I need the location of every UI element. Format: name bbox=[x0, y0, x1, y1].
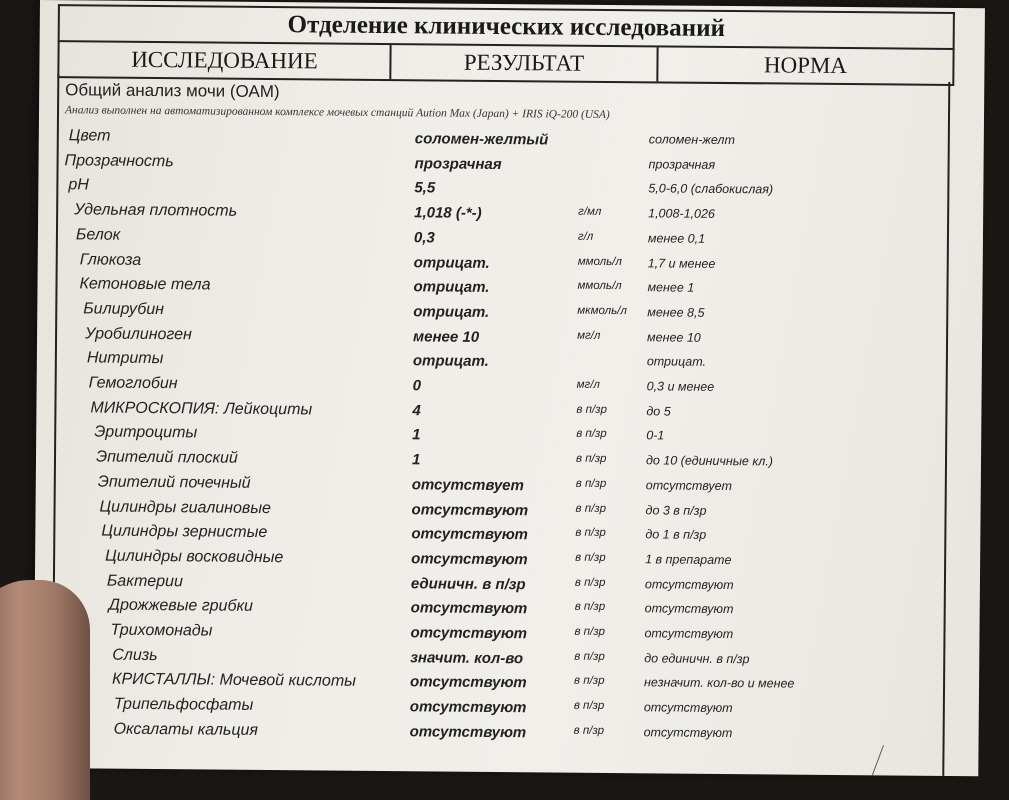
column-header-result: РЕЗУЛЬТАТ bbox=[391, 45, 658, 81]
row-norm: менее 1 bbox=[647, 280, 695, 295]
row-norm: отсутствуют bbox=[643, 725, 733, 740]
section-note: Анализ выполнен на автоматизированном комплексе мочевых станций Aution Max (Japan) + IRIS iQ-200 (USA) bbox=[64, 104, 610, 121]
row-name: Белок bbox=[75, 226, 121, 244]
row-name: Оксалаты кальция bbox=[113, 720, 259, 739]
row-norm: менее 10 bbox=[647, 329, 701, 345]
row-value: отрицат. bbox=[412, 352, 489, 371]
row-name: Дрожжевые грибки bbox=[108, 596, 254, 616]
row-name: Бактерии bbox=[106, 572, 183, 590]
row-name: Прозрачность bbox=[64, 151, 174, 170]
row-value: 1 bbox=[412, 426, 421, 444]
row-name: Гемоглобин bbox=[88, 374, 178, 393]
row-value: отрицат. bbox=[413, 253, 490, 272]
row-unit: ммоль/л bbox=[577, 255, 622, 268]
row-norm: 1 в препарате bbox=[645, 552, 732, 567]
row-name: Эпителий почечный bbox=[97, 473, 251, 492]
row-name: Эпителий плоский bbox=[95, 448, 238, 467]
section-title: Общий анализ мочи (ОАМ) bbox=[65, 80, 280, 102]
row-name: Трипельфосфаты bbox=[113, 695, 254, 714]
row-unit: в п/зр bbox=[576, 403, 607, 416]
row-value: соломен-желтый bbox=[414, 130, 549, 149]
row-norm: до единичн. в п/зр bbox=[644, 650, 750, 666]
row-norm: менее 8,5 bbox=[647, 305, 705, 320]
signature-mark bbox=[872, 745, 944, 775]
row-unit: в п/зр bbox=[575, 502, 607, 515]
department-title: Отделение клинических исследований bbox=[58, 4, 955, 50]
row-name: МИКРОСКОПИЯ: Лейкоциты bbox=[90, 399, 313, 419]
row-value: 0,3 bbox=[413, 229, 435, 247]
row-norm: отсутствуют bbox=[643, 700, 733, 716]
row-value: 5,5 bbox=[414, 179, 436, 197]
row-norm: 5,0-6,0 (слабокислая) bbox=[648, 181, 774, 197]
row-norm: до 5 bbox=[646, 403, 671, 419]
row-value: отсутствуют bbox=[409, 673, 527, 692]
row-name: Билирубин bbox=[83, 300, 165, 318]
row-name: Слизь bbox=[112, 646, 158, 664]
row-unit: г/л bbox=[577, 230, 594, 243]
lab-report-sheet bbox=[33, 0, 985, 776]
finger-holding-paper bbox=[0, 580, 90, 800]
row-value: 1 bbox=[411, 451, 421, 469]
row-norm: 1,7 и менее bbox=[647, 255, 716, 271]
row-norm: отсутствует bbox=[645, 478, 732, 493]
row-unit: мг/л bbox=[576, 378, 600, 391]
row-name: Цилиндры гиалиновые bbox=[99, 498, 272, 517]
row-norm: отсутствуют bbox=[644, 576, 734, 592]
row-name: Глюкоза bbox=[79, 250, 142, 269]
row-value: 1,018 (-*-) bbox=[414, 204, 482, 222]
row-value: значит. кол-во bbox=[410, 648, 524, 667]
row-name: Уробилиноген bbox=[85, 325, 192, 343]
row-name: Эритроциты bbox=[94, 423, 198, 442]
row-name: Цилиндры зернистые bbox=[101, 522, 268, 542]
row-norm: до 3 в п/зр bbox=[645, 502, 707, 518]
row-value: отсутствуют bbox=[409, 698, 527, 717]
row-unit: мг/л bbox=[577, 329, 601, 342]
row-value: отрицат. bbox=[413, 303, 490, 321]
row-norm: соломен-желт bbox=[648, 132, 735, 148]
row-value: менее 10 bbox=[413, 327, 480, 346]
row-value: отсутствуют bbox=[410, 599, 528, 618]
row-norm: 0-1 bbox=[646, 428, 665, 443]
row-unit: в п/зр bbox=[574, 625, 606, 638]
row-name: Цилиндры восковидные bbox=[105, 547, 284, 567]
row-name: Кетоновые тела bbox=[79, 275, 211, 294]
row-value: отсутствуют bbox=[411, 550, 528, 569]
row-value: отсутствуют bbox=[411, 525, 528, 544]
row-unit: в п/зр bbox=[574, 675, 605, 688]
row-norm: 0,3 и менее bbox=[646, 379, 715, 394]
row-norm: отсутствуют bbox=[644, 626, 734, 642]
row-unit: в п/зр bbox=[575, 526, 606, 540]
row-unit: в п/зр bbox=[574, 650, 605, 663]
row-value: отсутствуют bbox=[409, 723, 527, 742]
row-name: Нитриты bbox=[86, 349, 164, 368]
row-name: Цвет bbox=[68, 127, 111, 145]
row-value: единичн. в п/зр bbox=[410, 574, 526, 593]
row-name: pH bbox=[68, 176, 89, 194]
row-value: отсутствуют bbox=[410, 624, 528, 643]
row-value: отсутствуют bbox=[411, 500, 529, 519]
row-norm: отсутствуют bbox=[644, 601, 734, 617]
row-value: 4 bbox=[412, 401, 421, 420]
row-unit: ммоль/л bbox=[577, 279, 622, 293]
row-name: КРИСТАЛЛЫ: Мочевой кислоты bbox=[111, 671, 357, 691]
row-norm: до 10 (единичные кл.) bbox=[645, 453, 773, 469]
column-header-norm: НОРМА bbox=[763, 52, 848, 79]
row-value: 0 bbox=[412, 377, 422, 395]
row-norm: отрицат. bbox=[646, 354, 707, 370]
row-name: Удельная плотность bbox=[74, 201, 238, 220]
row-name: Трихомонады bbox=[110, 621, 213, 640]
row-unit: мкмоль/л bbox=[577, 304, 627, 318]
row-unit: в п/зр bbox=[573, 724, 605, 737]
row-norm: менее 0,1 bbox=[647, 231, 706, 246]
table-header bbox=[57, 40, 954, 86]
row-norm: 1,008-1,026 bbox=[648, 206, 715, 221]
row-unit: в п/зр bbox=[573, 699, 605, 713]
column-header-test: ИССЛЕДОВАНИЕ bbox=[59, 42, 391, 79]
row-unit: в п/зр bbox=[574, 576, 606, 589]
row-unit: г/мл bbox=[578, 205, 602, 219]
row-norm: до 1 в п/зр bbox=[645, 527, 707, 543]
row-unit: в п/зр bbox=[576, 428, 607, 441]
row-unit: в п/зр bbox=[574, 600, 606, 614]
row-value: отсутствует bbox=[411, 476, 524, 495]
row-value: прозрачная bbox=[414, 154, 502, 173]
row-unit: в п/зр bbox=[575, 452, 607, 466]
row-unit: в п/зр bbox=[575, 477, 607, 490]
row-norm: прозрачная bbox=[648, 157, 716, 172]
row-norm: незначит. кол-во и менее bbox=[644, 675, 795, 691]
row-value: отрицат. bbox=[413, 278, 490, 297]
row-unit: в п/зр bbox=[575, 551, 606, 564]
